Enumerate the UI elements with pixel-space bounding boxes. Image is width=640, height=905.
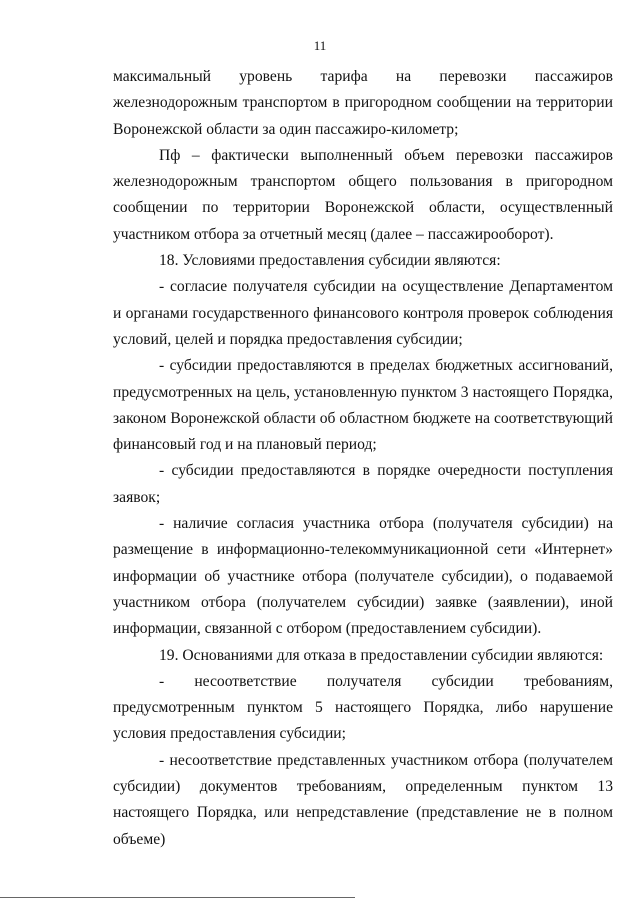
paragraph-clause-19-heading: 19. Основаниями для отказа в предоставлении субсидии являются: xyxy=(159,646,604,664)
paragraph-clause-18-heading: 18. Условиями предоставления субсидии являются: xyxy=(159,252,501,270)
paragraph-condition-consent-audit: - согласие получателя субсидии на осуществление Департаментом и органами государственного финансового контроля проверок соблюдения условий, целей и порядка предоставления субсидии; xyxy=(113,278,613,348)
paragraph-condition-internet-consent: - наличие согласия участника отбора (получателя субсидии) на размещение в информационно-телекоммуникационной сети «Интернет» информации об участнике отбора (получателе субсидии), о подаваемой участником отбора (получателем субсидии) заявке (заявлении), иной информации, связанной с отбором (предоставлением субсидии). xyxy=(113,515,613,638)
paragraph-tariff-definition: максимальный уровень тарифа на перевозки пассажиров железнодорожным транспортом в пригородном сообщении на территории Воронежской области за один пассажиро-километр; xyxy=(113,68,613,138)
paragraph-pf-definition: Пф – фактически выполненный объем перевозки пассажиров железнодорожным транспортом общего пользования в пригородном сообщении по территории Воронежской области, осуществленный участником отбора за отчетный месяц (далее – пассажирооборот). xyxy=(113,146,613,243)
paragraph-condition-budget-limits: - субсидии предоставляются в пределах бюджетных ассигнований, предусмотренных на цель, установленную пунктом 3 настоящего Порядка, законом Воронежской области об областном бюджете на соответствующий финансовый год и на плановый период; xyxy=(113,357,613,454)
document-body xyxy=(113,64,613,853)
paragraph-condition-order-of-applications: - субсидии предоставляются в порядке очередности поступления заявок; xyxy=(113,462,613,506)
paragraph-refusal-documents: - несоответствие представленных участником отбора (получателем субсидии) документов требованиям, определенным пунктом 13 настоящего Порядка, или непредставление (представление не в полном объеме) xyxy=(113,751,613,848)
paragraph-refusal-noncompliance: - несоответствие получателя субсидии требованиям, предусмотренным пунктом 5 настоящего Порядка, либо нарушение условия предоставления субсидии; xyxy=(113,672,613,743)
page-number: 11 xyxy=(313,38,327,53)
footer-rule xyxy=(0,897,355,898)
